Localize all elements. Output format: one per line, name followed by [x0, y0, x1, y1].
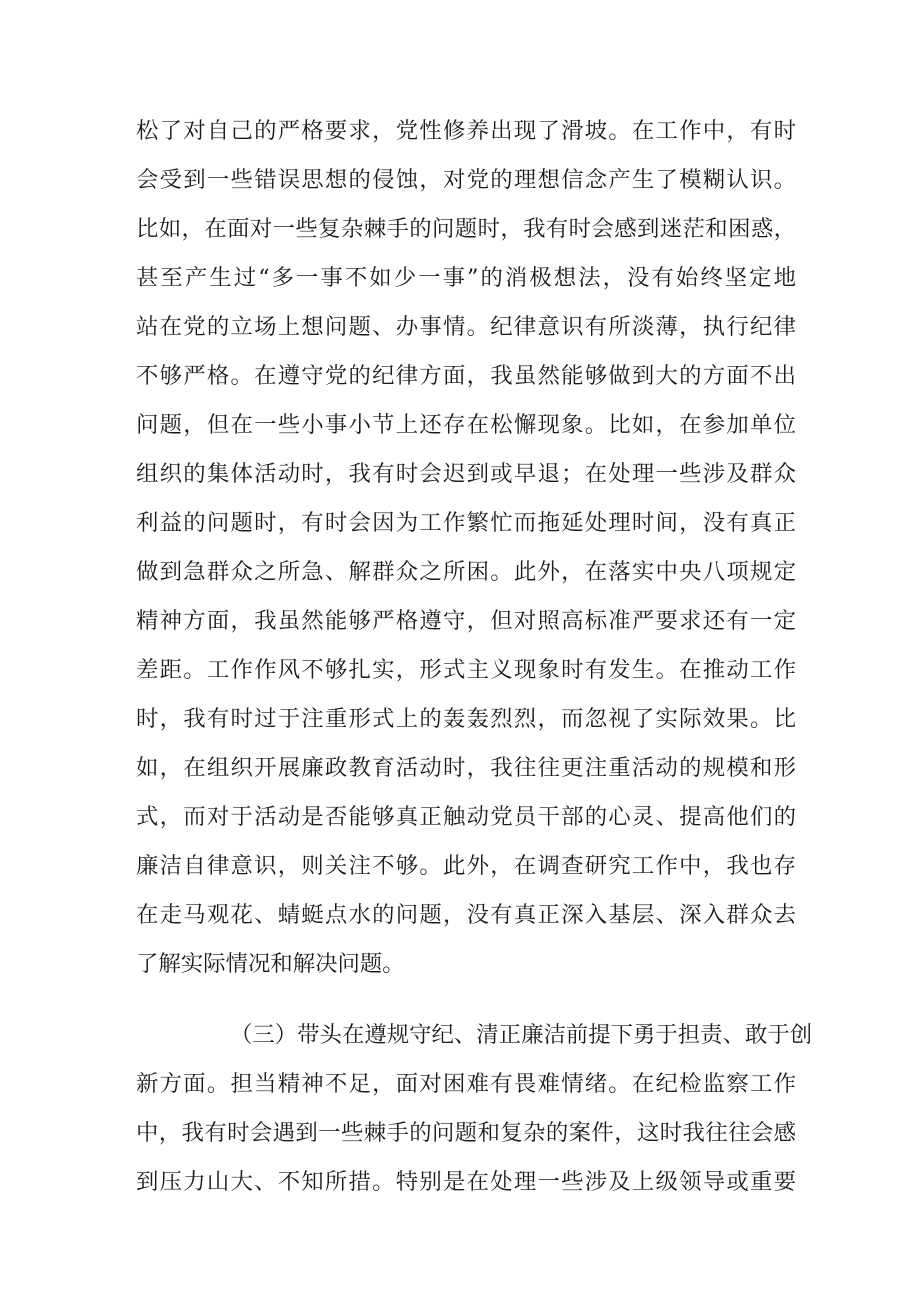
text-line: 问题，但在一些小事小节上还存在松懈现象。比如，在参加单位 — [136, 412, 796, 438]
text-line: 新方面。担当精神不足，面对困难有畏难情绪。在纪检监察工作 — [136, 1071, 796, 1097]
text-line: 组织的集体活动时，我有时会迟到或早退；在处理一些涉及群众 — [136, 461, 796, 487]
text-line: 松了对自己的严格要求，党性修养出现了滑坡。在工作中，有时 — [136, 118, 796, 144]
text-line: 了解实际情况和解决问题。 — [136, 951, 405, 977]
text-line: 廉洁自律意识，则关注不够。此外，在调查研究工作中，我也存 — [136, 853, 796, 879]
text-line: 精神方面，我虽然能够严格遵守，但对照高标准严要求还有一定 — [136, 608, 796, 634]
text-line: 差距。工作作风不够扎实，形式主义现象时有发生。在推动工作 — [136, 657, 796, 683]
text-line: 式，而对于活动是否能够真正触动党员干部的心灵、提高他们的 — [136, 804, 796, 830]
text-line: 在走马观花、蜻蜓点水的问题，没有真正深入基层、深入群众去 — [136, 902, 796, 928]
body-paragraph-2 — [136, 1011, 813, 1207]
text-line: 中，我有时会遇到一些棘手的问题和复杂的案件，这时我往往会感 — [136, 1120, 796, 1146]
text-line: 到压力山大、不知所措。特别是在处理一些涉及上级领导或重要 — [136, 1169, 796, 1195]
text-line: 会受到一些错误思想的侵蚀，对党的理想信念产生了模糊认识。 — [136, 167, 796, 193]
section-heading-line: （三）带头在遵规守纪、清正廉洁前提下勇于担责、敢于创 — [230, 1022, 813, 1048]
text-line: 时，我有时过于注重形式上的轰轰烈烈，而忽视了实际效果。比 — [136, 706, 796, 732]
text-line: 如，在组织开展廉政教育活动时，我往往更注重活动的规模和形 — [136, 755, 796, 781]
text-line: 做到急群众之所急、解群众之所困。此外，在落实中央八项规定 — [136, 559, 796, 585]
text-line: 甚至产生过“多一事不如少一事”的消极想法，没有始终坚定地 — [136, 265, 796, 291]
text-line: 站在党的立场上想问题、办事情。纪律意识有所淡薄，执行纪律 — [136, 314, 796, 340]
body-paragraph-1 — [136, 107, 796, 989]
text-line: 比如，在面对一些复杂棘手的问题时，我有时会感到迷茫和困惑， — [136, 216, 796, 242]
text-line: 利益的问题时，有时会因为工作繁忙而拖延处理时间，没有真正 — [136, 510, 796, 536]
text-line: 不够严格。在遵守党的纪律方面，我虽然能够做到大的方面不出 — [136, 363, 796, 389]
